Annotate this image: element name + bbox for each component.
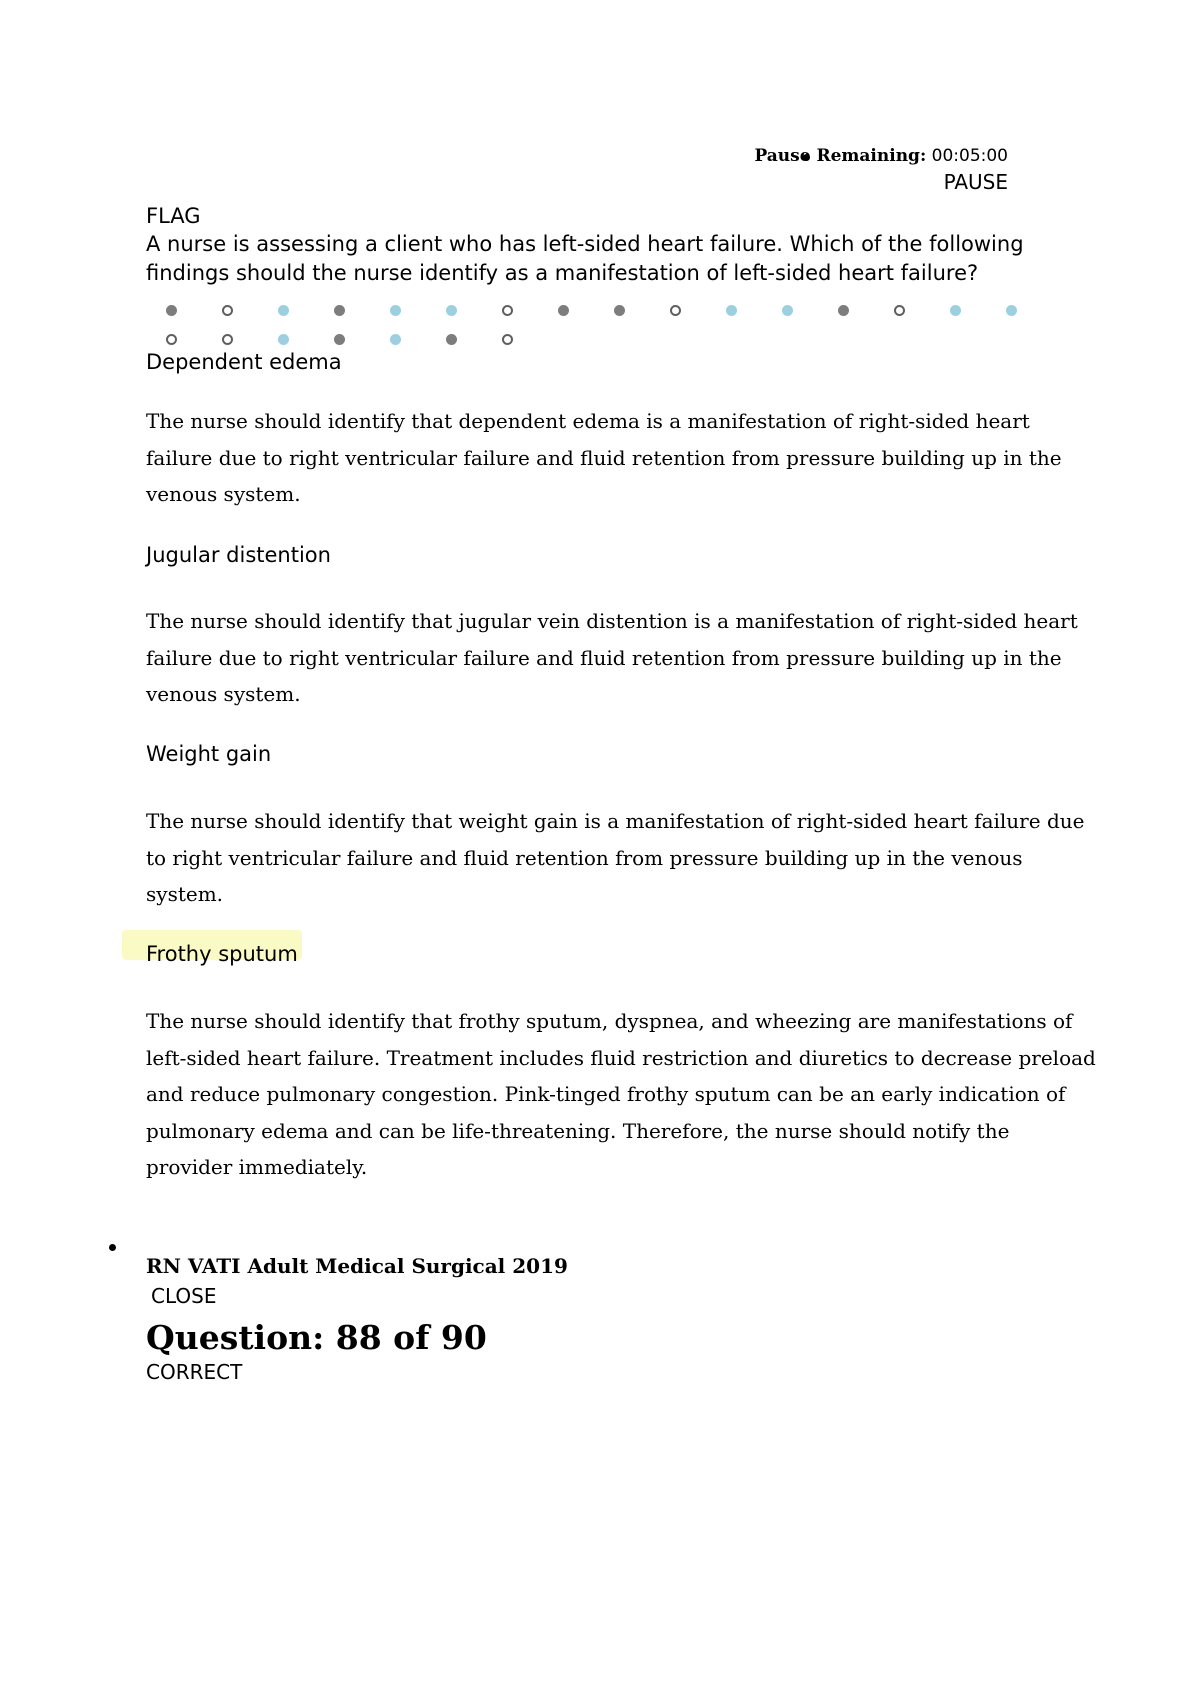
question-nav-dot[interactable] — [222, 305, 233, 316]
question-nav-dot[interactable] — [166, 334, 177, 345]
question-nav-dot[interactable] — [950, 305, 961, 316]
question-nav-dot[interactable] — [334, 305, 345, 316]
question-nav-dot[interactable] — [614, 305, 625, 316]
question-nav-dot[interactable] — [782, 305, 793, 316]
answer-option-jugular-distention[interactable]: Jugular distention — [146, 543, 331, 567]
question-stem: A nurse is assessing a client who has left-sided heart failure. Which of the following findings should the nurse identify as a manifestation of left-sided heart failure? — [146, 232, 1024, 285]
question-nav-row-2 — [166, 334, 558, 345]
rationale-jugular-distention: The nurse should identify that jugular vein distention is a manifestation of right-sided heart failure due to right ventricular failure and fluid retention from pressure building up in the venous system. — [146, 609, 1078, 706]
question-nav-dot[interactable] — [390, 305, 401, 316]
list-bullet — [109, 1244, 116, 1251]
pause-remaining-timer — [754, 146, 1008, 166]
question-nav-dot[interactable] — [502, 334, 513, 345]
answer-option-frothy-sputum[interactable]: Frothy sputum — [146, 942, 298, 966]
question-nav-dot[interactable] — [278, 305, 289, 316]
flag-button[interactable]: FLAG — [146, 204, 201, 228]
answer-option-weight-gain[interactable]: Weight gain — [146, 742, 272, 766]
question-nav-dot[interactable] — [726, 305, 737, 316]
close-button[interactable]: CLOSE — [151, 1284, 217, 1308]
question-nav-dot[interactable] — [670, 305, 681, 316]
question-nav-dot[interactable] — [894, 305, 905, 316]
answer-option-dependent-edema[interactable]: Dependent edema — [146, 350, 342, 374]
question-nav-dot[interactable] — [558, 305, 569, 316]
question-nav-dot[interactable] — [446, 305, 457, 316]
question-nav-dot[interactable] — [166, 305, 177, 316]
question-nav-row-1 — [166, 305, 1062, 316]
rationale-dependent-edema: The nurse should identify that dependent edema is a manifestation of right-sided heart failure due to right ventricular failure and fluid retention from pressure building up in the venous system. — [146, 409, 1062, 506]
rationale-weight-gain: The nurse should identify that weight gain is a manifestation of right-sided heart failure due to right ventricular failure and fluid retention from pressure building up in the venous system. — [146, 809, 1085, 906]
pause-button[interactable]: PAUSE — [943, 170, 1008, 194]
rationale-frothy-sputum: The nurse should identify that frothy sputum, dyspnea, and wheezing are manifestations of left-sided heart failure. Treatment includes fluid restriction and diuretics to decrease preload and reduce pulmonary congestion. Pink-tinged frothy sputum can be an early indication of pulmonary edema and can be life-threatening. Therefore, the nurse should notify the provider immediately. — [146, 1009, 1096, 1179]
question-nav-dot[interactable] — [278, 334, 289, 345]
question-nav-dot[interactable] — [1006, 305, 1017, 316]
question-nav-dot[interactable] — [446, 334, 457, 345]
question-nav-dot[interactable] — [390, 334, 401, 345]
pause-remaining-label: Pause Remaining: — [754, 146, 927, 166]
exam-title: RN VATI Adult Medical Surgical 2019 — [146, 1254, 568, 1278]
result-status: CORRECT — [146, 1360, 243, 1384]
question-nav-dot[interactable] — [838, 305, 849, 316]
question-nav-dot[interactable] — [334, 334, 345, 345]
question-nav-dot[interactable] — [222, 334, 233, 345]
question-counter: Question: 88 of 90 — [146, 1318, 487, 1357]
pause-remaining-value: 00:05:00 — [931, 146, 1008, 166]
question-nav-dot[interactable] — [502, 305, 513, 316]
